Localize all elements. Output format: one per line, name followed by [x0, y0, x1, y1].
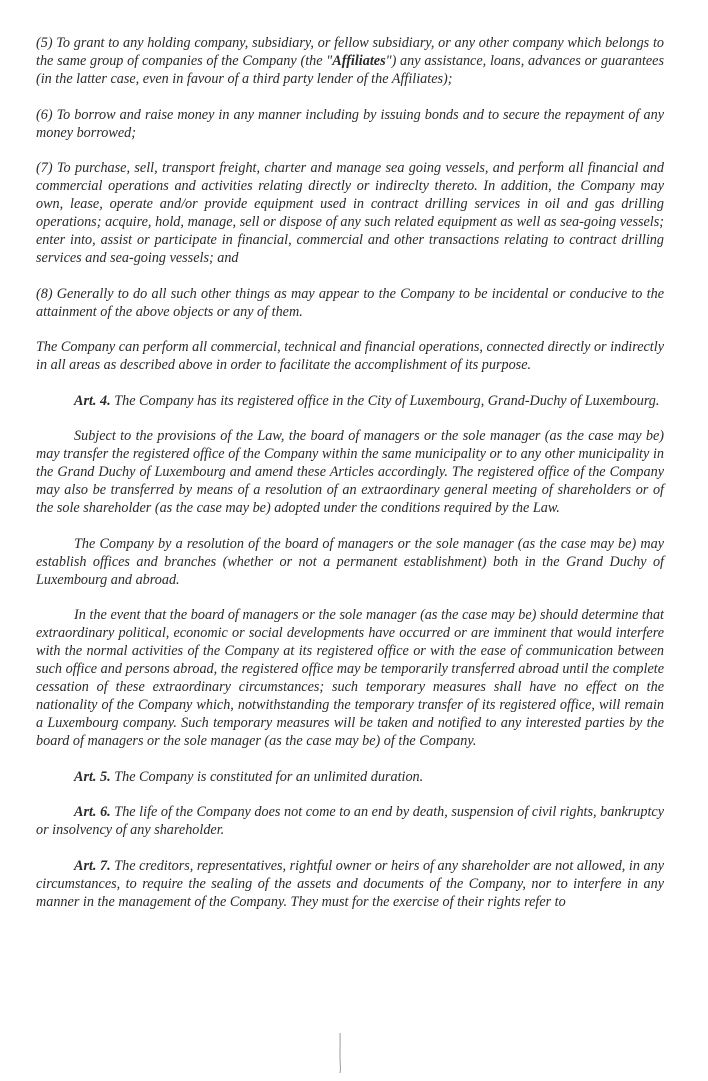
article-6-text: The life of the Company does not come to an end by death, suspension of civil rights, bankruptcy or insolvency of any shareholder.: [36, 804, 664, 838]
object-5-text-end: ") any assistance, loans, advances or guarantees (in the latter case, even in favour of a third party lender of the Affiliates);: [36, 53, 664, 87]
article-6-label: Art. 6.: [74, 804, 111, 820]
article-5: [36, 768, 664, 786]
article-7-label: Art. 7.: [74, 857, 111, 874]
paragraph-object-7: (7) To purchase, sell, transport freight, charter and manage sea going vessels, and perform all financial and commercial operations and activities relating directly or indireclty thereto. In addition, the Company may own, lease, operate and/or provide equipment used in contract drilling services in oil and gas drilling operations; acquire, hold, manage, sell or dispose of any such related equipment as well as sea-going vessels; enter into, assist or participate in financial, commercial and other transactions relating to contract drilling services and sea-going vessels; and: [36, 160, 664, 266]
paragraph-object-5: [36, 34, 664, 88]
handwritten-initial-mark: [339, 1033, 341, 1073]
article-7-text: The creditors, representatives, rightful owner or heirs of any shareholder are not allowed, in any circumstances, to require the sealing of the assets and documents of the Company, nor to interfere in any manner in the management of the Company. They must for the exercise of their rights refer to: [36, 857, 664, 910]
paragraph-offices-branches: The Company by a resolution of the board of managers or the sole manager (as the case may be) may establish offices and branches (whether or not a permanent establishment) both in the Grand Duchy of Luxembourg and abroad.: [36, 535, 664, 588]
object-5-text: (5) To grant to any holding company, subsidiary, or fellow subsidiary, or any other company which belongs to the same group of companies of the Company (the ": [36, 35, 664, 69]
article-5-text: The Company is constituted for an unlimited duration.: [110, 768, 424, 785]
paragraph-registered-office-transfer: Subject to the provisions of the Law, the board of managers or the sole manager (as the case may be) may transfer the registered office of the Company within the same municipality or to any other municipality in the Grand Duchy of Luxembourg and amend these Articles accordingly. The registered office of the Company may also be transferred by means of a resolution of an extraordinary general meeting of shareholders or of the sole shareholder (as the case may be) adopted under the conditions required by the Law.: [36, 428, 664, 516]
article-4-text: The Company has its registered office in the City of Luxembourg, Grand-Duchy of Luxembourg.: [110, 392, 660, 409]
article-4: [36, 392, 664, 410]
paragraph-object-8: (8) Generally to do all such other things as may appear to the Company to be incidental or conducive to the attainment of the above objects or any of them.: [36, 285, 664, 320]
article-5-label: Art. 5.: [74, 768, 111, 785]
document-page: [36, 34, 664, 911]
article-7: [36, 857, 664, 911]
affiliates-term: Affiliates: [332, 53, 386, 69]
paragraph-extraordinary-events: In the event that the board of managers or the sole manager (as the case may be) should determine that extraordinary political, economic or social developments have occurred or are imminent that would interfere with the normal activities of the Company at its registered office or with the ease of communication between such office and persons abroad, the registered office may be temporarily transferred abroad until the complete cessation of these extraordinary circumstances; such temporary measures shall have no effect on the nationality of the Company which, notwithstanding the temporary transfer of its registered office, will remain a Luxembourg company. Such temporary measures will be taken and notified to any interested parties by the board of managers or the sole manager (as the case may be) of the Company.: [36, 607, 664, 749]
article-6: [36, 803, 664, 839]
article-4-label: Art. 4.: [74, 392, 111, 409]
paragraph-company-operations: The Company can perform all commercial, technical and financial operations, connected directly or indirectly in all areas as described above in order to facilitate the accomplishment of its purpose.: [36, 339, 664, 373]
paragraph-object-6: (6) To borrow and raise money in any manner including by issuing bonds and to secure the repayment of any money borrowed;: [36, 106, 664, 141]
